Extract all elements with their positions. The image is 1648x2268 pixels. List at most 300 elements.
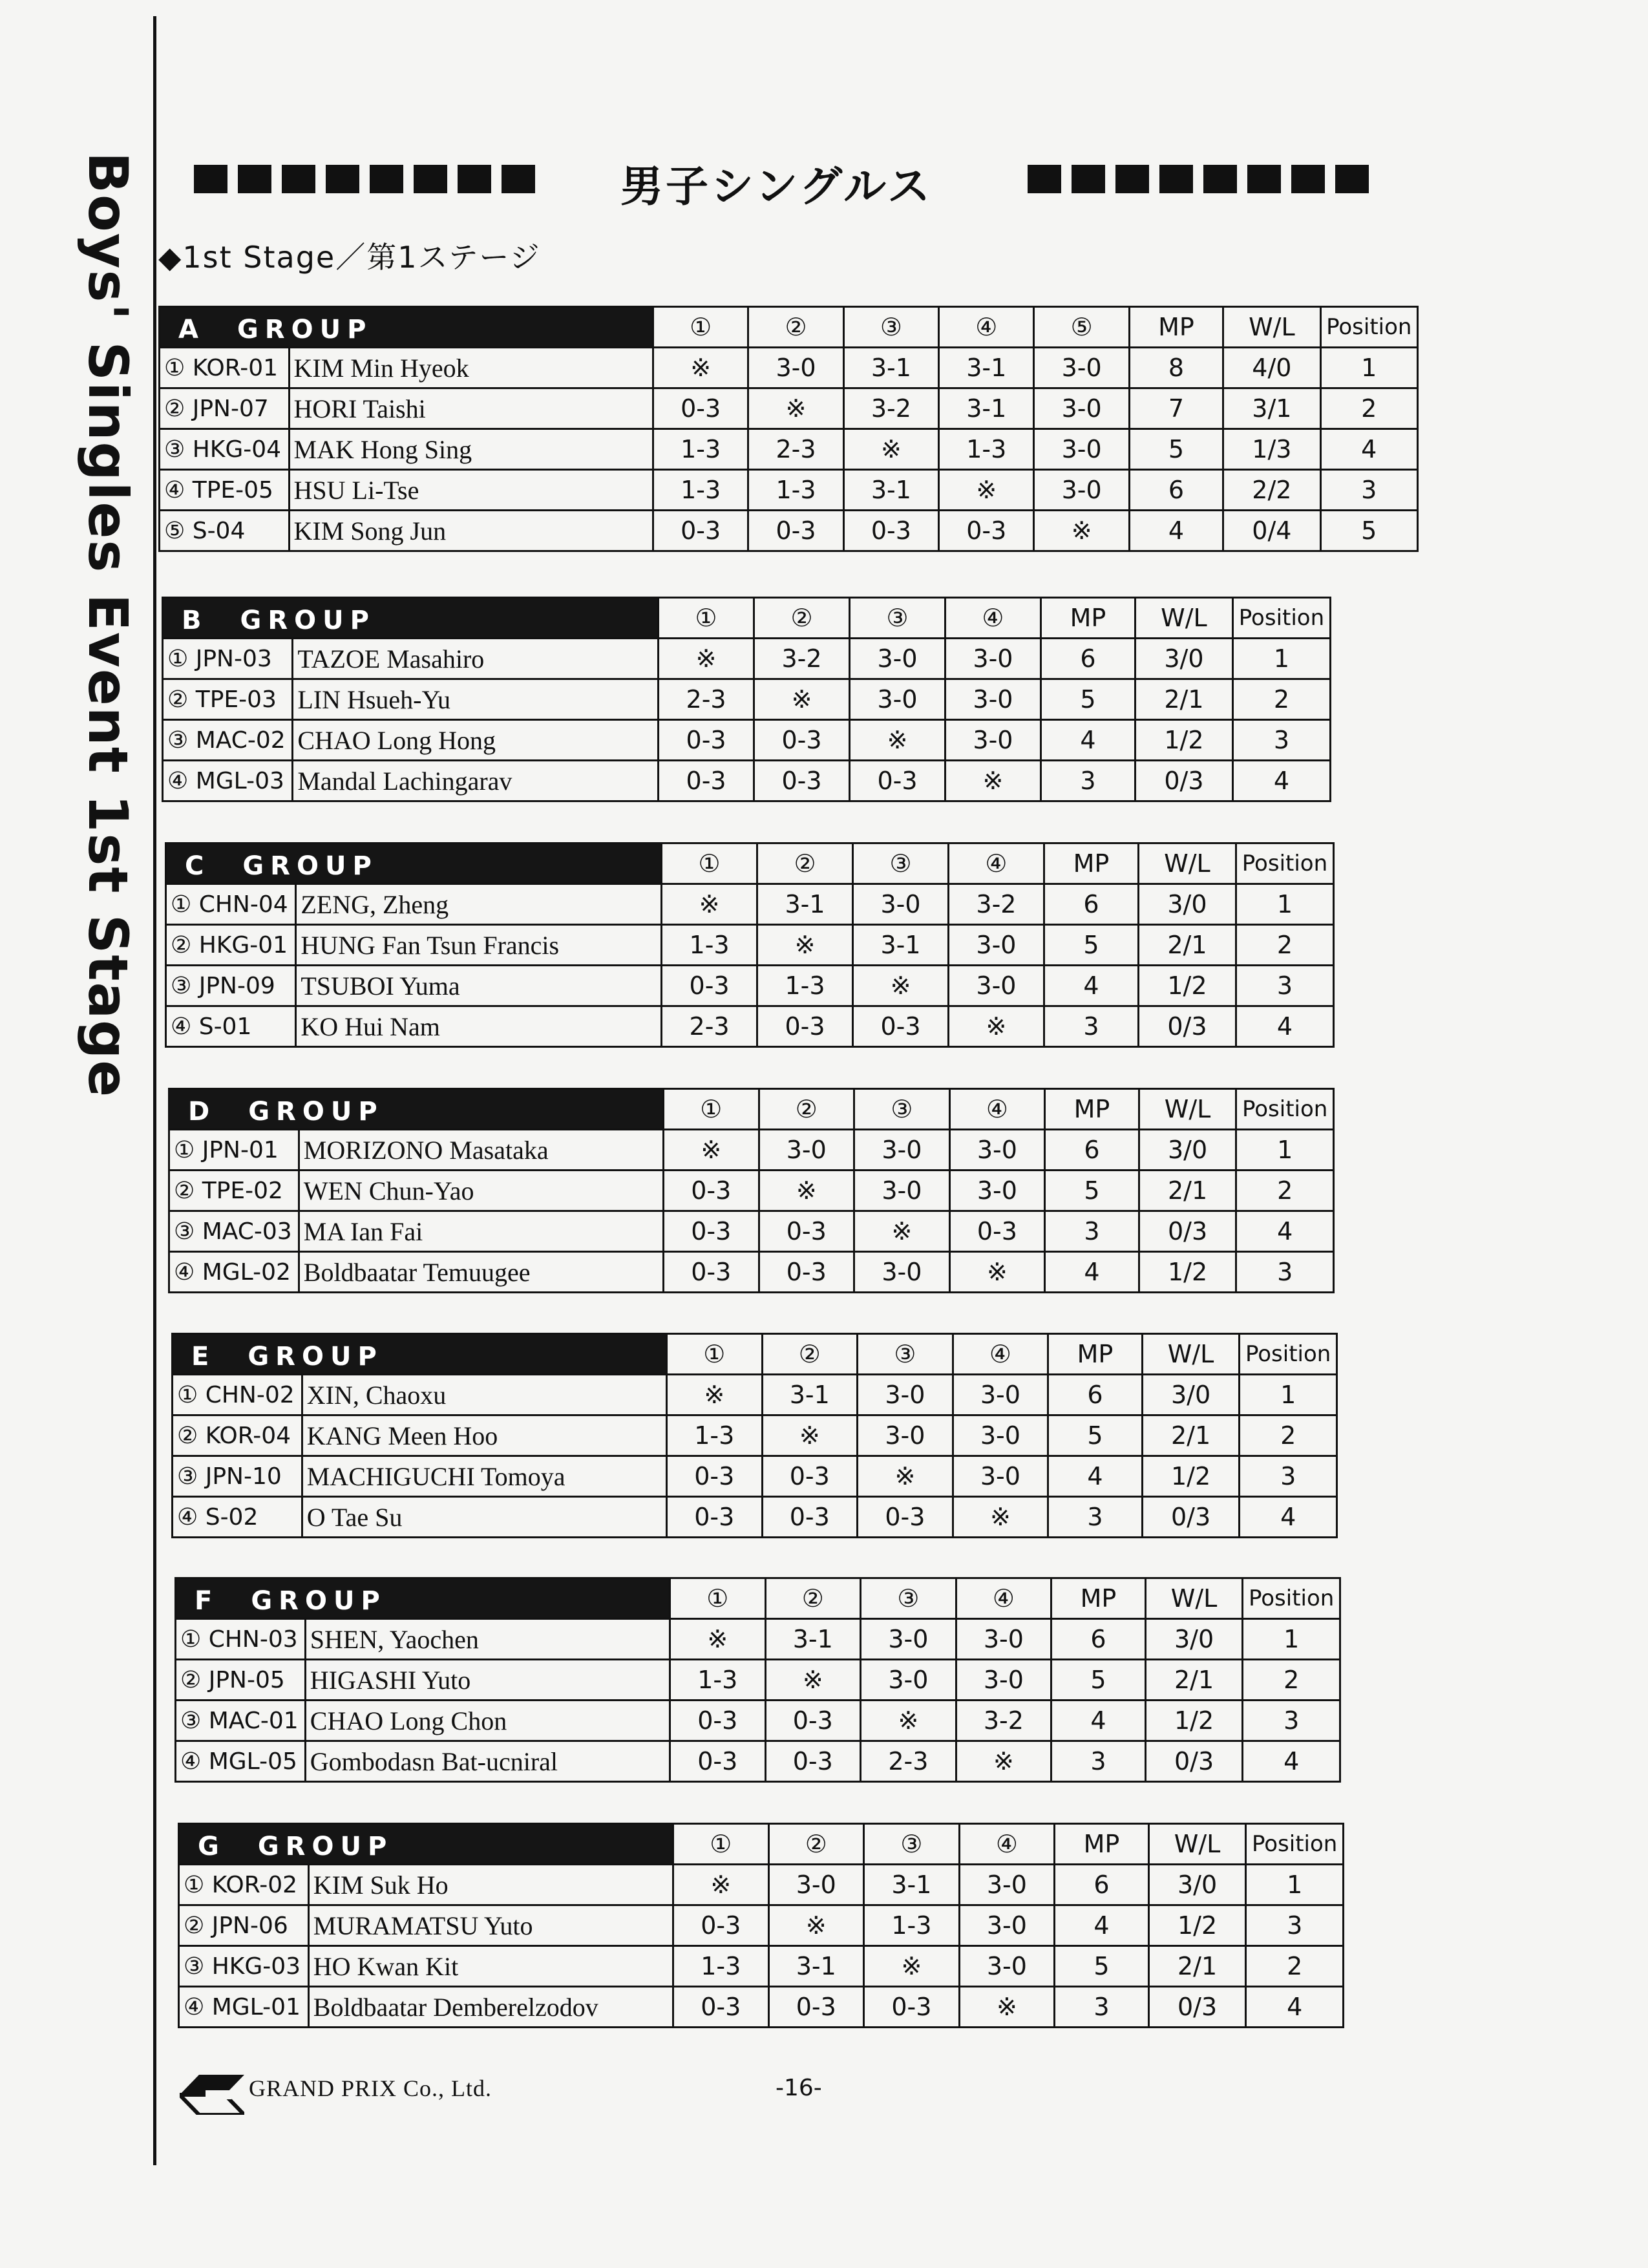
match-result: 3-0 — [959, 1865, 1055, 1905]
match-result: 3-0 — [945, 679, 1041, 720]
player-position: 1 — [1232, 639, 1330, 679]
column-header-opponent: ④ — [956, 1578, 1051, 1619]
player-name: CHAO Long Hong — [293, 720, 659, 761]
column-header-opponent: ① — [653, 307, 748, 348]
column-header-opponent: ③ — [843, 307, 938, 348]
match-result: 3-0 — [759, 1130, 854, 1171]
match-result: 3-0 — [861, 1619, 956, 1660]
page-title: 男子シングルス — [620, 162, 933, 211]
column-header-opponent: ⑤ — [1034, 307, 1129, 348]
player-position: 2 — [1236, 1171, 1334, 1211]
match-result: 3-0 — [953, 1375, 1048, 1415]
match-result: 0-3 — [939, 511, 1034, 551]
player-name: KO Hui Nam — [296, 1006, 662, 1047]
match-result: 3-0 — [953, 1456, 1048, 1497]
player-name: O Tae Su — [302, 1497, 666, 1538]
match-result: 0-3 — [663, 1252, 759, 1293]
column-header-opponent: ④ — [953, 1334, 1048, 1375]
match-result: 3-1 — [939, 388, 1034, 429]
match-result: 2-3 — [662, 1006, 757, 1047]
player-position: 1 — [1236, 1130, 1334, 1171]
match-result: 0-3 — [759, 1211, 854, 1252]
match-result: 1-3 — [939, 429, 1034, 470]
match-result: 0-3 — [670, 1741, 765, 1782]
match-result: 3-0 — [858, 1375, 953, 1415]
column-header-position: Position — [1240, 1334, 1337, 1375]
table-row — [160, 511, 1418, 551]
table-row — [176, 1741, 1340, 1782]
column-header-position: Position — [1320, 307, 1417, 348]
match-result: 1-3 — [864, 1905, 960, 1946]
page-number: -16- — [776, 2075, 822, 2101]
match-result: 2-3 — [748, 429, 843, 470]
match-result: 0-3 — [762, 1456, 858, 1497]
match-result: 3-1 — [853, 925, 949, 966]
column-header-opponent: ④ — [949, 1089, 1045, 1130]
table-row — [179, 1905, 1344, 1946]
column-header-position: Position — [1246, 1824, 1344, 1865]
player-code: ① JPN-01 — [169, 1130, 299, 1171]
match-result: 0-3 — [666, 1497, 762, 1538]
player-mp: 5 — [1044, 925, 1138, 966]
column-header-opponent: ④ — [945, 598, 1041, 639]
player-code: ④ MGL-02 — [169, 1252, 299, 1293]
match-result: 3-0 — [949, 1171, 1045, 1211]
group-table — [158, 306, 1419, 552]
match-result: 3-0 — [959, 1946, 1055, 1987]
player-wl: 1/2 — [1148, 1905, 1246, 1946]
table-row — [169, 1211, 1334, 1252]
player-code: ③ MAC-03 — [169, 1211, 299, 1252]
match-result: 0-3 — [765, 1741, 861, 1782]
header-row — [169, 1089, 1334, 1130]
player-position: 3 — [1240, 1456, 1337, 1497]
player-code: ③ MAC-01 — [176, 1701, 306, 1741]
player-position: 2 — [1320, 388, 1417, 429]
match-result: 3-0 — [850, 679, 945, 720]
match-result: ※ — [659, 639, 754, 679]
match-result: ※ — [1034, 511, 1129, 551]
match-result: ※ — [945, 761, 1041, 801]
player-name: HUNG Fan Tsun Francis — [296, 925, 662, 966]
match-result: ※ — [864, 1946, 960, 1987]
player-wl: 0/3 — [1142, 1497, 1240, 1538]
match-result: ※ — [757, 925, 853, 966]
group-table — [174, 1577, 1341, 1783]
table-row — [163, 720, 1331, 761]
column-header-position: Position — [1243, 1578, 1340, 1619]
match-result: 3-0 — [1034, 470, 1129, 511]
match-result: 3-0 — [748, 348, 843, 388]
player-name: KANG Meen Hoo — [302, 1415, 666, 1456]
column-header-opponent: ② — [759, 1089, 854, 1130]
player-mp: 4 — [1055, 1905, 1149, 1946]
player-name: MURAMATSU Yuto — [308, 1905, 673, 1946]
match-result: 3-0 — [768, 1865, 864, 1905]
player-wl: 4/0 — [1223, 348, 1320, 388]
player-wl: 1/2 — [1139, 1252, 1236, 1293]
column-header-opponent: ② — [757, 843, 853, 884]
player-wl: 2/1 — [1139, 1171, 1236, 1211]
table-row — [163, 679, 1331, 720]
player-code: ④ MGL-05 — [176, 1741, 306, 1782]
match-result: 3-0 — [956, 1660, 1051, 1701]
player-position: 3 — [1243, 1701, 1340, 1741]
player-wl: 3/1 — [1223, 388, 1320, 429]
match-result: 0-3 — [673, 1905, 768, 1946]
match-result: 3-2 — [948, 884, 1044, 925]
player-name: HO Kwan Kit — [308, 1946, 673, 1987]
match-result: ※ — [953, 1497, 1048, 1538]
match-result: 0-3 — [843, 511, 938, 551]
player-position: 2 — [1236, 925, 1333, 966]
player-wl: 1/2 — [1145, 1701, 1243, 1741]
column-header-opponent: ① — [659, 598, 754, 639]
player-code: ③ JPN-10 — [173, 1456, 302, 1497]
match-result: ※ — [666, 1375, 762, 1415]
player-code: ① JPN-03 — [163, 639, 293, 679]
player-mp: 5 — [1041, 679, 1135, 720]
table-row — [160, 429, 1418, 470]
match-result: 3-2 — [843, 388, 938, 429]
footer-company: GRAND PRIX Co., Ltd. — [249, 2075, 492, 2101]
match-result: ※ — [959, 1987, 1055, 2028]
group-label: B GROUP — [163, 598, 659, 639]
player-position: 4 — [1236, 1006, 1333, 1047]
player-mp: 3 — [1048, 1497, 1143, 1538]
table-row — [160, 470, 1418, 511]
player-name: Gombodasn Bat-ucniral — [305, 1741, 670, 1782]
player-code: ④ TPE-05 — [160, 470, 290, 511]
table-row — [169, 1252, 1334, 1293]
match-result: 1-3 — [653, 470, 748, 511]
match-result: 0-3 — [757, 1006, 853, 1047]
table-row — [179, 1865, 1344, 1905]
player-name: ZENG, Zheng — [296, 884, 662, 925]
player-code: ② JPN-07 — [160, 388, 290, 429]
column-header-wl: W/L — [1135, 598, 1232, 639]
player-mp: 6 — [1041, 639, 1135, 679]
player-code: ③ MAC-02 — [163, 720, 293, 761]
match-result: ※ — [768, 1905, 864, 1946]
match-result: 0-3 — [666, 1456, 762, 1497]
player-wl: 2/2 — [1223, 470, 1320, 511]
match-result: 0-3 — [759, 1252, 854, 1293]
match-result: 1-3 — [748, 470, 843, 511]
player-code: ③ HKG-04 — [160, 429, 290, 470]
player-position: 3 — [1246, 1905, 1344, 1946]
match-result: 0-3 — [673, 1987, 768, 2028]
player-name: KIM Min Hyeok — [289, 348, 653, 388]
match-result: 3-1 — [765, 1619, 861, 1660]
match-result: 0-3 — [653, 388, 748, 429]
page-header — [194, 152, 1377, 217]
match-result: 3-0 — [945, 720, 1041, 761]
match-result: 3-0 — [854, 1252, 950, 1293]
match-result: 0-3 — [748, 511, 843, 551]
match-result: ※ — [853, 966, 949, 1006]
column-header-mp: MP — [1045, 1089, 1139, 1130]
table-row — [176, 1619, 1340, 1660]
match-result: 3-0 — [858, 1415, 953, 1456]
match-result: ※ — [765, 1660, 861, 1701]
group-label: E GROUP — [173, 1334, 667, 1375]
header-row — [176, 1578, 1340, 1619]
table-row — [160, 348, 1418, 388]
match-result: 1-3 — [653, 429, 748, 470]
match-result: 3-0 — [861, 1660, 956, 1701]
player-mp: 3 — [1055, 1987, 1149, 2028]
player-position: 2 — [1246, 1946, 1344, 1987]
player-name: Mandal Lachingarav — [293, 761, 659, 801]
header-row — [179, 1824, 1344, 1865]
group-label: F GROUP — [176, 1578, 670, 1619]
player-position: 3 — [1236, 1252, 1334, 1293]
player-position: 1 — [1243, 1619, 1340, 1660]
player-position: 1 — [1320, 348, 1417, 388]
player-name: MAK Hong Sing — [289, 429, 653, 470]
column-header-opponent: ① — [666, 1334, 762, 1375]
column-header-opponent: ③ — [864, 1824, 960, 1865]
player-position: 4 — [1232, 761, 1330, 801]
match-result: 3-0 — [949, 1130, 1045, 1171]
player-mp: 4 — [1041, 720, 1135, 761]
table-row — [179, 1987, 1344, 2028]
player-name: XIN, Chaoxu — [302, 1375, 666, 1415]
table-row — [160, 388, 1418, 429]
table-row — [173, 1497, 1337, 1538]
player-code: ① CHN-02 — [173, 1375, 302, 1415]
player-wl: 2/1 — [1148, 1946, 1246, 1987]
header-blocks-right — [1028, 165, 1369, 193]
column-header-wl: W/L — [1142, 1334, 1240, 1375]
player-name: SHEN, Yaochen — [305, 1619, 670, 1660]
match-result: 3-0 — [1034, 429, 1129, 470]
match-result: ※ — [673, 1865, 768, 1905]
player-wl: 3/0 — [1138, 884, 1236, 925]
player-wl: 3/0 — [1145, 1619, 1243, 1660]
header-row — [160, 307, 1418, 348]
match-result: ※ — [858, 1456, 953, 1497]
match-result: 3-0 — [854, 1130, 950, 1171]
player-position: 4 — [1243, 1741, 1340, 1782]
player-code: ⑤ S-04 — [160, 511, 290, 551]
group-table — [165, 842, 1335, 1048]
match-result: 0-3 — [663, 1211, 759, 1252]
table-row — [169, 1130, 1334, 1171]
column-header-opponent: ④ — [939, 307, 1034, 348]
column-header-mp: MP — [1055, 1824, 1149, 1865]
match-result: 3-1 — [757, 884, 853, 925]
player-position: 1 — [1236, 884, 1333, 925]
column-header-opponent: ③ — [854, 1089, 950, 1130]
player-wl: 3/0 — [1142, 1375, 1240, 1415]
player-mp: 8 — [1129, 348, 1223, 388]
match-result: ※ — [653, 348, 748, 388]
match-result: ※ — [843, 429, 938, 470]
player-name: TSUBOI Yuma — [296, 966, 662, 1006]
header-row — [166, 843, 1334, 884]
match-result: ※ — [939, 470, 1034, 511]
player-name: LIN Hsueh-Yu — [293, 679, 659, 720]
column-header-wl: W/L — [1223, 307, 1320, 348]
match-result: ※ — [956, 1741, 1051, 1782]
match-result: ※ — [850, 720, 945, 761]
player-mp: 5 — [1055, 1946, 1149, 1987]
player-name: Boldbaatar Demberelzodov — [308, 1987, 673, 2028]
player-position: 1 — [1246, 1865, 1344, 1905]
grand-prix-logo-icon — [180, 2075, 244, 2115]
match-result: 3-1 — [939, 348, 1034, 388]
player-code: ④ S-02 — [173, 1497, 302, 1538]
player-code: ① KOR-01 — [160, 348, 290, 388]
player-name: HSU Li-Tse — [289, 470, 653, 511]
column-header-opponent: ① — [673, 1824, 768, 1865]
match-result: 2-3 — [861, 1741, 956, 1782]
header-blocks-left — [194, 165, 535, 193]
group-label: A GROUP — [160, 307, 653, 348]
match-result: 1-3 — [666, 1415, 762, 1456]
player-mp: 4 — [1045, 1252, 1139, 1293]
match-result: 0-3 — [754, 761, 850, 801]
player-mp: 3 — [1041, 761, 1135, 801]
match-result: 3-0 — [1034, 388, 1129, 429]
player-code: ① CHN-03 — [176, 1619, 306, 1660]
table-row — [173, 1415, 1337, 1456]
match-result: 3-2 — [754, 639, 850, 679]
player-name: MORIZONO Masataka — [299, 1130, 663, 1171]
match-result: 0-3 — [754, 720, 850, 761]
player-code: ② JPN-05 — [176, 1660, 306, 1701]
player-mp: 3 — [1044, 1006, 1138, 1047]
match-result: ※ — [670, 1619, 765, 1660]
player-wl: 3/0 — [1148, 1865, 1246, 1905]
player-name: CHAO Long Chon — [305, 1701, 670, 1741]
column-header-mp: MP — [1048, 1334, 1143, 1375]
match-result: ※ — [759, 1171, 854, 1211]
match-result: 0-3 — [662, 966, 757, 1006]
match-result: 0-3 — [864, 1987, 960, 2028]
match-result: 3-0 — [959, 1905, 1055, 1946]
match-result: 3-0 — [948, 966, 1044, 1006]
match-result: ※ — [949, 1252, 1045, 1293]
column-header-opponent: ② — [765, 1578, 861, 1619]
column-header-mp: MP — [1129, 307, 1223, 348]
column-header-position: Position — [1236, 843, 1333, 884]
player-name: HIGASHI Yuto — [305, 1660, 670, 1701]
player-mp: 5 — [1045, 1171, 1139, 1211]
player-mp: 5 — [1051, 1660, 1146, 1701]
player-wl: 0/4 — [1223, 511, 1320, 551]
player-mp: 4 — [1129, 511, 1223, 551]
match-result: ※ — [948, 1006, 1044, 1047]
table-row — [176, 1701, 1340, 1741]
player-wl: 1/3 — [1223, 429, 1320, 470]
player-name: HORI Taishi — [289, 388, 653, 429]
match-result: 2-3 — [659, 679, 754, 720]
match-result: ※ — [854, 1211, 950, 1252]
match-result: 0-3 — [663, 1171, 759, 1211]
player-mp: 6 — [1048, 1375, 1143, 1415]
player-code: ④ S-01 — [166, 1006, 296, 1047]
table-row — [163, 639, 1331, 679]
match-result: 0-3 — [949, 1211, 1045, 1252]
column-header-position: Position — [1236, 1089, 1334, 1130]
player-wl: 2/1 — [1142, 1415, 1240, 1456]
player-wl: 0/3 — [1139, 1211, 1236, 1252]
match-result: 3-2 — [956, 1701, 1051, 1741]
match-result: 1-3 — [757, 966, 853, 1006]
match-result: ※ — [748, 388, 843, 429]
player-code: ② KOR-04 — [173, 1415, 302, 1456]
player-position: 2 — [1240, 1415, 1337, 1456]
column-header-wl: W/L — [1138, 843, 1236, 884]
player-position: 3 — [1236, 966, 1333, 1006]
match-result: ※ — [754, 679, 850, 720]
player-name: Boldbaatar Temuugee — [299, 1252, 663, 1293]
match-result: 3-0 — [956, 1619, 1051, 1660]
group-table — [162, 597, 1331, 802]
column-header-opponent: ④ — [948, 843, 1044, 884]
stage-label: ◆1st Stage／第1ステージ — [158, 240, 541, 275]
match-result: 0-3 — [670, 1701, 765, 1741]
match-result: 3-1 — [864, 1865, 960, 1905]
group-label: D GROUP — [169, 1089, 664, 1130]
match-result: 0-3 — [765, 1701, 861, 1741]
column-header-wl: W/L — [1139, 1089, 1236, 1130]
player-wl: 3/0 — [1139, 1130, 1236, 1171]
match-result: 1-3 — [673, 1946, 768, 1987]
match-result: 3-0 — [948, 925, 1044, 966]
side-title: Boys' Singles Event 1st Stage — [76, 152, 140, 1099]
column-header-opponent: ② — [748, 307, 843, 348]
player-code: ② HKG-01 — [166, 925, 296, 966]
column-header-opponent: ② — [754, 598, 850, 639]
match-result: ※ — [762, 1415, 858, 1456]
column-header-opponent: ③ — [850, 598, 945, 639]
group-label: C GROUP — [166, 843, 662, 884]
player-mp: 4 — [1044, 966, 1138, 1006]
match-result: 0-3 — [653, 511, 748, 551]
player-position: 5 — [1320, 511, 1417, 551]
player-mp: 4 — [1048, 1456, 1143, 1497]
match-result: 3-0 — [945, 639, 1041, 679]
player-mp: 4 — [1051, 1701, 1146, 1741]
match-result: 3-0 — [953, 1415, 1048, 1456]
table-row — [163, 761, 1331, 801]
match-result: 0-3 — [768, 1987, 864, 2028]
table-row — [176, 1660, 1340, 1701]
player-code: ③ HKG-03 — [179, 1946, 309, 1987]
player-name: MA Ian Fai — [299, 1211, 663, 1252]
player-position: 4 — [1236, 1211, 1334, 1252]
player-mp: 3 — [1051, 1741, 1146, 1782]
match-result: 3-1 — [762, 1375, 858, 1415]
table-row — [169, 1171, 1334, 1211]
margin-rule — [153, 16, 156, 2165]
match-result: 3-1 — [843, 348, 938, 388]
match-result: 3-0 — [853, 884, 949, 925]
player-position: 4 — [1246, 1987, 1344, 2028]
player-wl: 0/3 — [1145, 1741, 1243, 1782]
player-code: ② JPN-06 — [179, 1905, 309, 1946]
column-header-opponent: ④ — [959, 1824, 1055, 1865]
player-position: 3 — [1232, 720, 1330, 761]
column-header-opponent: ② — [762, 1334, 858, 1375]
column-header-mp: MP — [1051, 1578, 1146, 1619]
match-result: 0-3 — [659, 720, 754, 761]
group-table — [171, 1333, 1338, 1538]
